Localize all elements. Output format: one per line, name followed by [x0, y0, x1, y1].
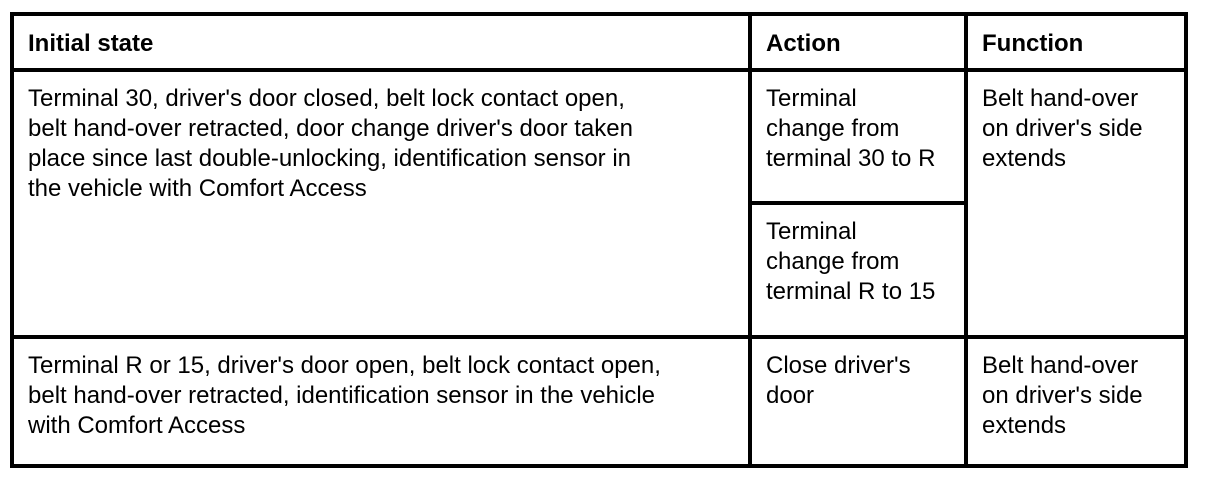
header-function: Function	[982, 30, 1084, 57]
row-2-initial-state: Terminal R or 15, driver's door open, belt lock contact open, belt hand-over retracted, identification sensor in the vehicle with Comfort Access	[28, 352, 661, 439]
row-1-action-2: Terminal change from terminal R to 15	[766, 218, 936, 305]
row-2-function: Belt hand-over on driver's side extends	[982, 352, 1143, 439]
header-initial-state: Initial state	[28, 30, 154, 57]
row-1-function: Belt hand-over on driver's side extends	[982, 85, 1143, 172]
row-1-action-1: Terminal change from terminal 30 to R	[766, 85, 936, 172]
header-action: Action	[766, 30, 841, 57]
row-2-action: Close driver's door	[766, 352, 911, 409]
function-table	[10, 12, 1188, 468]
row-1-initial-state: Terminal 30, driver's door closed, belt lock contact open, belt hand-over retracted, door change driver's door taken place since last double-unlocking, identification sensor in the vehicle with Comfort Access	[28, 85, 633, 202]
